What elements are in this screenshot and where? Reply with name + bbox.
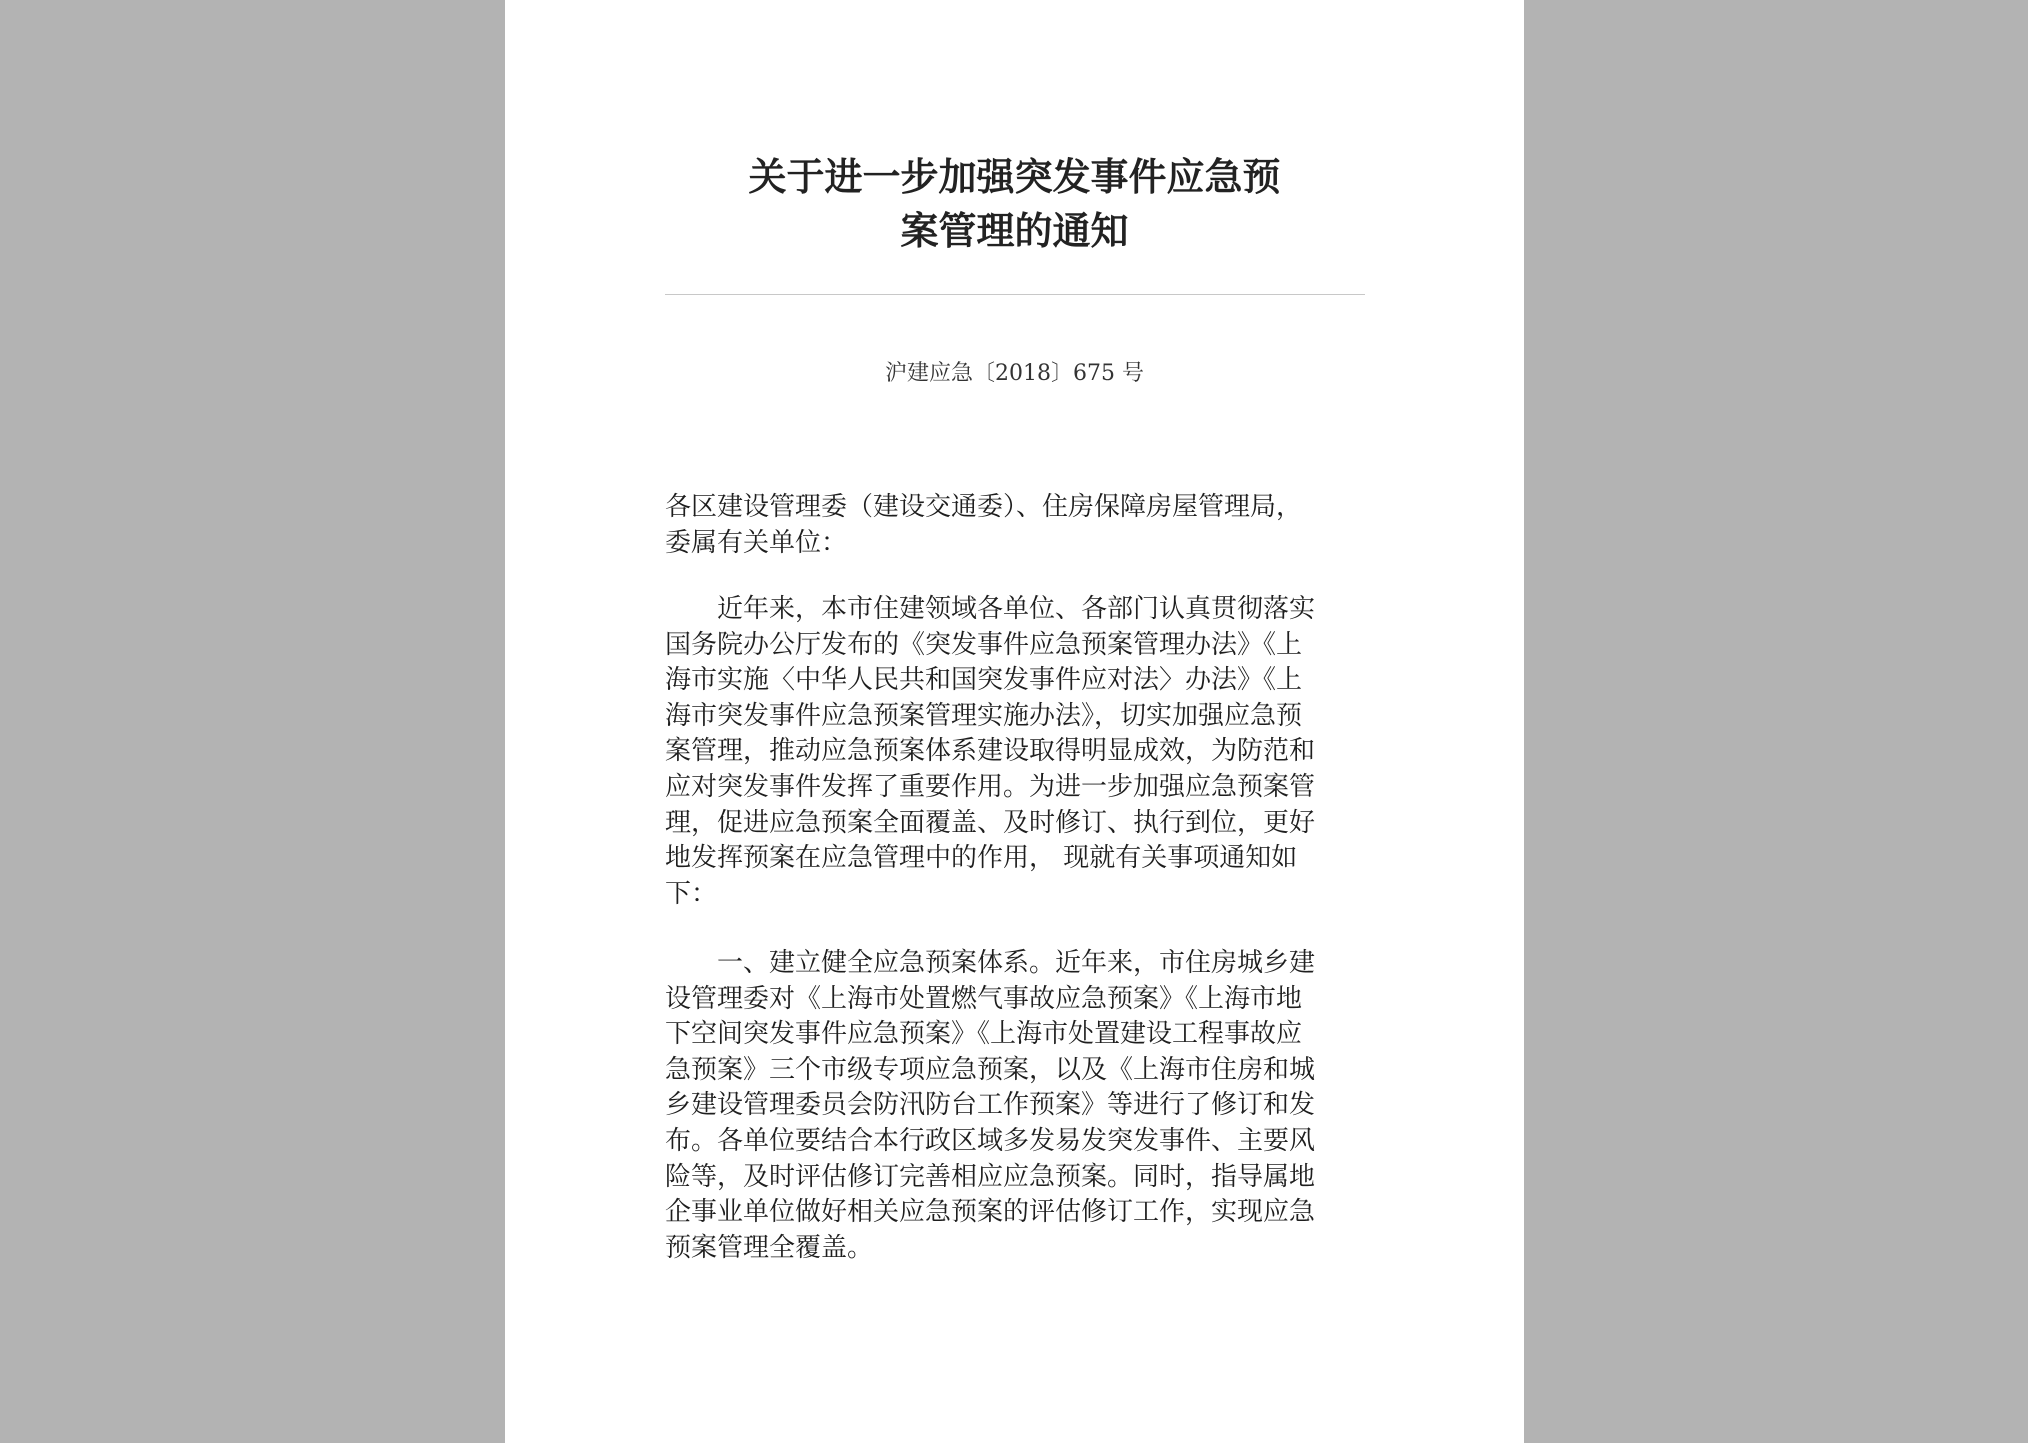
- paragraph-intro: [665, 592, 1365, 912]
- paragraph-line: 企事业单位做好相关应急预案的评估修订工作，实现应急: [665, 1197, 1316, 1228]
- paragraph-line: 急预案》三个市级专项应急预案，以及《上海市住房和城: [665, 1054, 1316, 1085]
- paragraph-line: 应对突发事件发挥了重要作用。为进一步加强应急预案管: [665, 771, 1316, 802]
- paragraph-line: 布。各单位要结合本行政区域多发易发突发事件、主要风: [665, 1125, 1316, 1156]
- document-page: [505, 0, 1524, 1443]
- paragraph-line: 乡建设管理委员会防汛防台工作预案》等进行了修订和发: [665, 1090, 1316, 1121]
- salutation-line: 各区建设管理委（建设交通委）、住房保障房屋管理局，: [665, 492, 1303, 522]
- paragraph-line: 下空间突发事件应急预案》《上海市处置建设工程事故应: [665, 1019, 1303, 1050]
- paragraph-line: 近年来，本市住建领域各单位、各部门认真贯彻落实: [665, 594, 1316, 624]
- paragraph-line: 海市实施〈中华人民共和国突发事件应对法〉办法》《上: [665, 665, 1303, 696]
- paragraph-line: 理，促进应急预案全面覆盖、及时修订、执行到位，更好: [665, 807, 1316, 838]
- document-title: [505, 150, 1524, 258]
- paragraph-section-one: [665, 946, 1365, 1266]
- title-line-1: 关于进一步加强突发事件应急预: [748, 154, 1281, 199]
- title-line-2: 案管理的通知: [900, 208, 1129, 253]
- paragraph-line: 案管理，推动应急预案体系建设取得明显成效，为防范和: [665, 736, 1316, 767]
- paragraph-line: 海市突发事件应急预案管理实施办法》，切实加强应急预: [665, 700, 1303, 731]
- paragraph-line: 险等，及时评估修订完善相应应急预案。同时，指导属地: [665, 1161, 1316, 1192]
- salutation: [665, 490, 1365, 561]
- salutation-line: 委属有关单位：: [665, 527, 848, 558]
- paragraph-line: 国务院办公厅发布的《突发事件应急预案管理办法》《上: [665, 629, 1303, 660]
- title-divider: [665, 294, 1365, 295]
- document-number: 沪建应急〔2018〕675 号: [885, 361, 1144, 386]
- paragraph-line: 地发挥预案在应急管理中的作用， 现就有关事项通知如: [665, 843, 1298, 874]
- paragraph-line: 设管理委对《上海市处置燃气事故应急预案》《上海市地: [665, 983, 1303, 1014]
- paragraph-line: 下：: [665, 878, 718, 909]
- paragraph-line: 一、建立健全应急预案体系。近年来，市住房城乡建: [665, 948, 1316, 978]
- paragraph-line: 预案管理全覆盖。: [665, 1232, 874, 1263]
